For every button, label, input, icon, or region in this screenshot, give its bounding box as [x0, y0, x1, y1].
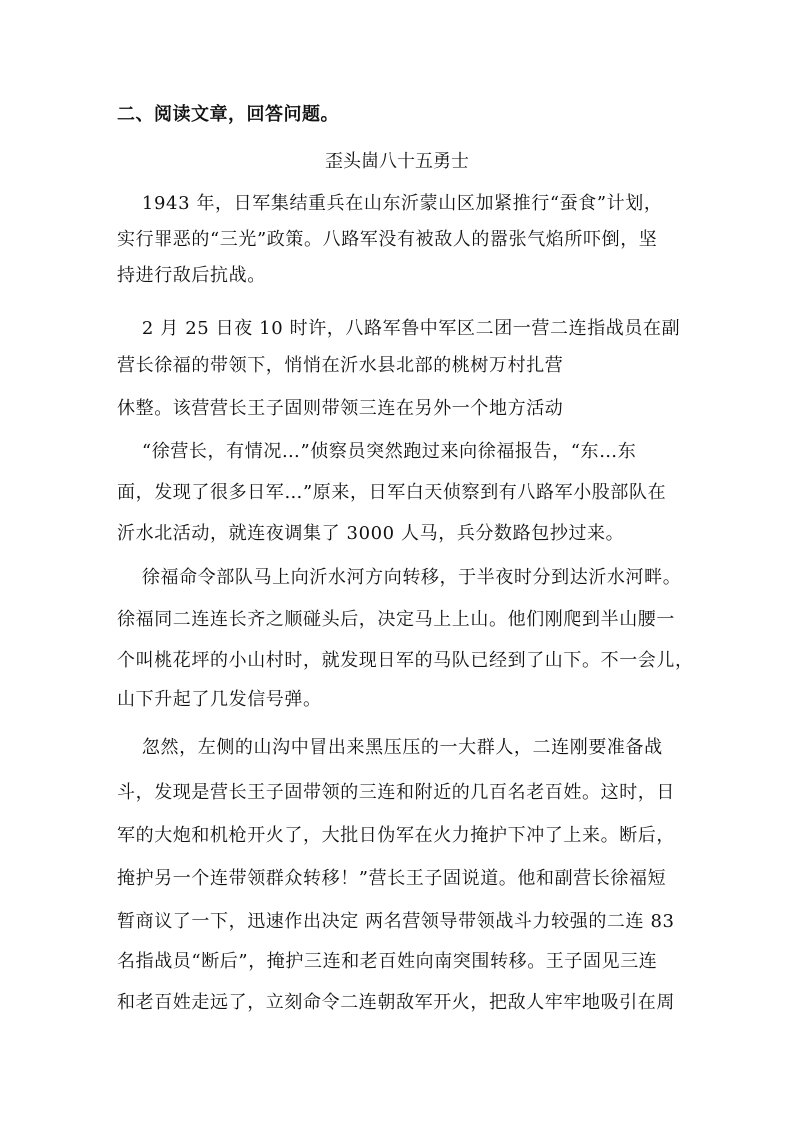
paragraph-line: 名指战员“断后”，掩护三连和老百姓向南突围转移。王子固见三连: [117, 951, 658, 972]
paragraph-line: 1943 年，日军集结重兵在山东沂蒙山区加紧推行“蚕食”计划，: [117, 193, 663, 214]
paragraph-line: 持进行敌后抗战。: [117, 265, 266, 286]
paragraph-line: 个叫桃花坪的小山村时，就发现日军的马队已经到了山下。不一会儿，: [117, 650, 694, 671]
paragraph-line: 沂水北活动，就连夜调集了 3000 人马，兵分数路包抄过来。: [117, 523, 625, 544]
paragraph-line: 实行罪恶的“三光”政策。八路军没有被敌人的嚣张气焰所吓倒，坚: [117, 229, 658, 250]
paragraph-line: 营长徐福的带领下，悄悄在沂水县北部的桃树万村扎营: [117, 355, 564, 376]
paragraph-line: 暂商议了一下，迅速作出决定 两名营领导带领战斗力较强的二连 83: [117, 911, 675, 932]
paragraph-line: 忽然，左侧的山沟中冒出来黑压压的一大群人，二连刚要准备战: [117, 737, 663, 758]
paragraph-line: 掩护另一个连带领群众转移！”营长王子固说道。他和副营长徐福短: [117, 868, 667, 889]
paragraph-line: 和老百姓走远了，立刻命令二连朝敌军开火，把敌人牢牢地吸引在周: [117, 992, 675, 1013]
paragraph-line: 徐福命令部队马上向沂水河方向转移，于半夜时分到达沂水河畔。: [117, 567, 682, 588]
paragraph-line: 山下升起了几发信号弹。: [117, 689, 322, 710]
paragraph-line: 军的大炮和机枪开火了，大批日伪军在火力掩护下冲了上来。断后，: [117, 825, 675, 846]
paragraph-line: 休整。该营营长王子固则带领三连在另外一个地方活动: [117, 398, 564, 419]
paragraph-line: 徐福同二连连长齐之顺碰头后，决定马上上山。他们刚爬到半山腰一: [117, 609, 675, 630]
paragraph-line: “徐营长，有情况…”侦察员突然跑过来向徐福报告，“东…东: [117, 441, 637, 462]
section-heading: 二、阅读文章，回答问题。: [117, 104, 339, 125]
paragraph-line: 2 月 25 日夜 10 时许，八路军鲁中军区二团一营二连指战员在副: [117, 318, 681, 339]
article-title: 歪头崮八十五勇士: [325, 151, 469, 172]
paragraph-line: 斗，发现是营长王子固带领的三连和附近的几百名老百姓。这时，日: [117, 782, 675, 803]
paragraph-line: 面，发现了很多日军…”原来，日军白天侦察到有八路军小股部队在: [117, 482, 667, 503]
